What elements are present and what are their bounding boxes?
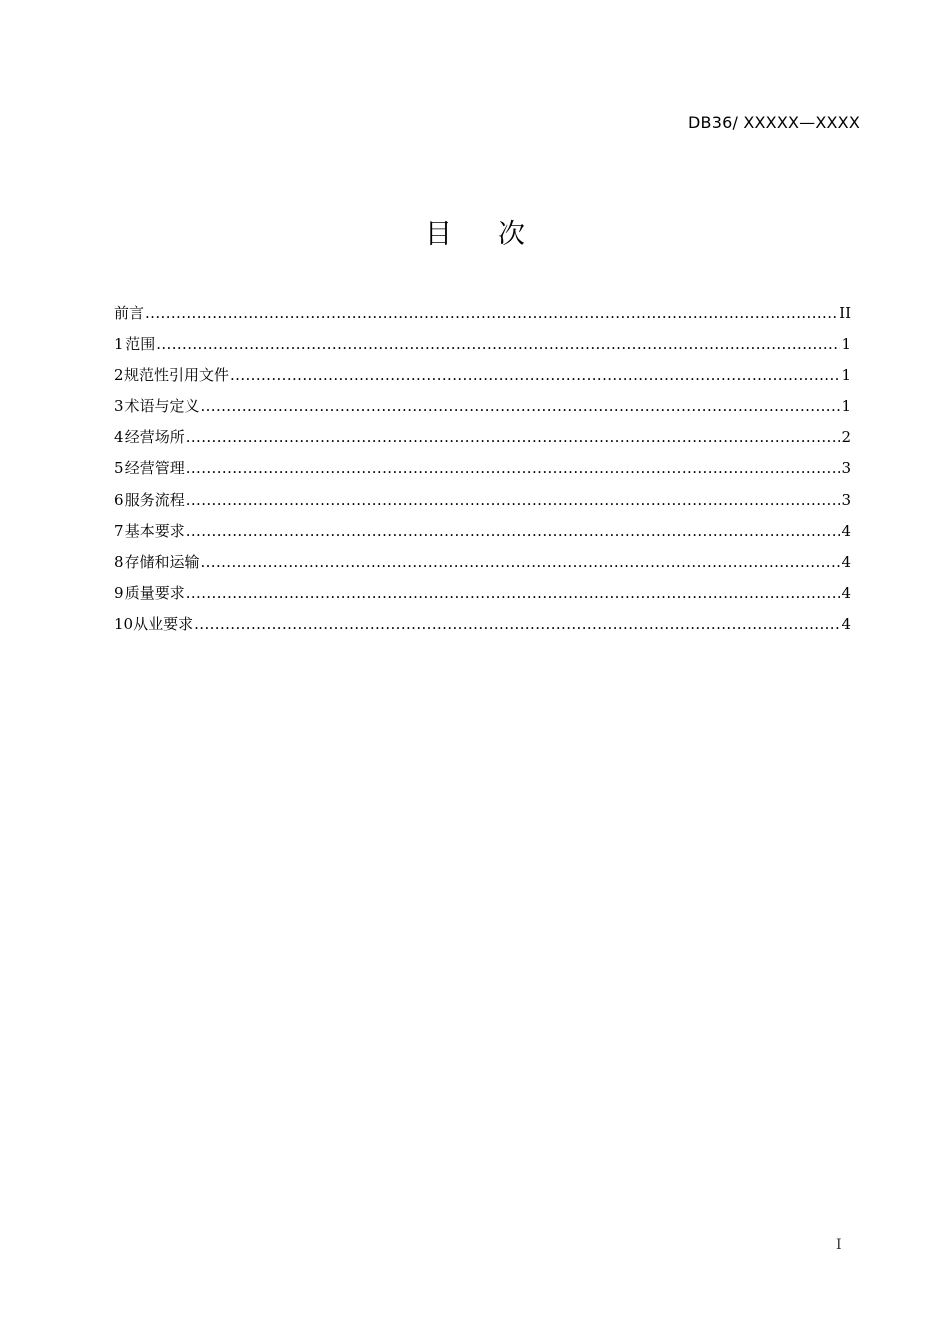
toc-leader-dots [194,611,840,637]
toc-entry-label: 规范性引用文件 [123,366,229,385]
toc-title-first-char: 目 [425,219,452,250]
toc-entry-page: 3 [841,490,851,509]
toc-entry-number: 4 [114,428,124,447]
toc-entry-label: 经营场所 [124,428,185,447]
toc-entry-storage-transport[interactable] [114,549,851,580]
toc-leader-dots [200,393,840,419]
toc-entry-number: 1 [114,335,124,354]
toc-entry-page: 2 [841,428,851,447]
toc-entry-label: 范围 [125,335,156,354]
toc-leader-dots [186,424,841,450]
toc-entry-business-premises[interactable] [114,424,851,455]
toc-entry-number: 9 [114,583,124,602]
toc-entry-page: 1 [841,366,851,385]
toc-entry-business-management[interactable] [114,455,851,486]
toc-entry-page: 1 [841,397,851,416]
toc-entry-number: 8 [114,552,124,571]
toc-entry-label: 服务流程 [124,490,185,509]
toc-entry-number: 5 [114,459,124,478]
page-number: I [836,1237,842,1253]
toc-leader-dots [186,455,841,481]
toc-entry-number: 6 [114,490,124,509]
toc-entry-label: 存储和运输 [124,552,200,571]
toc-leader-dots [145,300,838,326]
toc-leader-dots [200,549,840,575]
toc-entry-scope[interactable] [114,331,851,362]
toc-entry-number: 3 [114,397,124,416]
toc-entry-page: 3 [841,459,851,478]
toc-entry-practitioner-requirements[interactable] [114,611,851,642]
toc-entry-page: 4 [841,521,851,540]
toc-entry-page: 4 [841,583,851,602]
toc-entry-terms-definitions[interactable] [114,393,851,424]
toc-entry-page: 1 [841,335,851,354]
toc-leader-dots [230,362,840,388]
toc-entry-label: 经营管理 [124,459,185,478]
toc-leader-dots [186,487,841,513]
toc-entry-page: 4 [841,614,851,633]
document-code: DB36/ XXXXX—XXXX [688,113,860,132]
toc-entry-label: 前言 [114,304,145,322]
toc-leader-dots [186,580,841,606]
toc-entry-label: 基本要求 [124,521,185,540]
toc-entry-label: 术语与定义 [124,397,200,416]
toc-entry-foreword[interactable] [114,300,851,331]
toc-entry-number: 2 [114,366,124,385]
toc-entry-page: 4 [841,552,851,571]
toc-list [114,300,851,642]
toc-entry-number: 10 [114,614,134,633]
toc-entry-normative-references[interactable] [114,362,851,393]
toc-entry-label: 质量要求 [124,583,185,602]
toc-entry-number: 7 [114,521,124,540]
toc-entry-label: 从业要求 [133,614,194,633]
toc-entry-service-process[interactable] [114,487,851,518]
toc-leader-dots [186,518,841,544]
toc-title [0,212,950,251]
toc-entry-basic-requirements[interactable] [114,518,851,549]
toc-title-second-char: 次 [498,219,525,250]
toc-leader-dots [156,331,840,357]
toc-entry-quality-requirements[interactable] [114,580,851,611]
toc-entry-page: II [839,304,851,322]
